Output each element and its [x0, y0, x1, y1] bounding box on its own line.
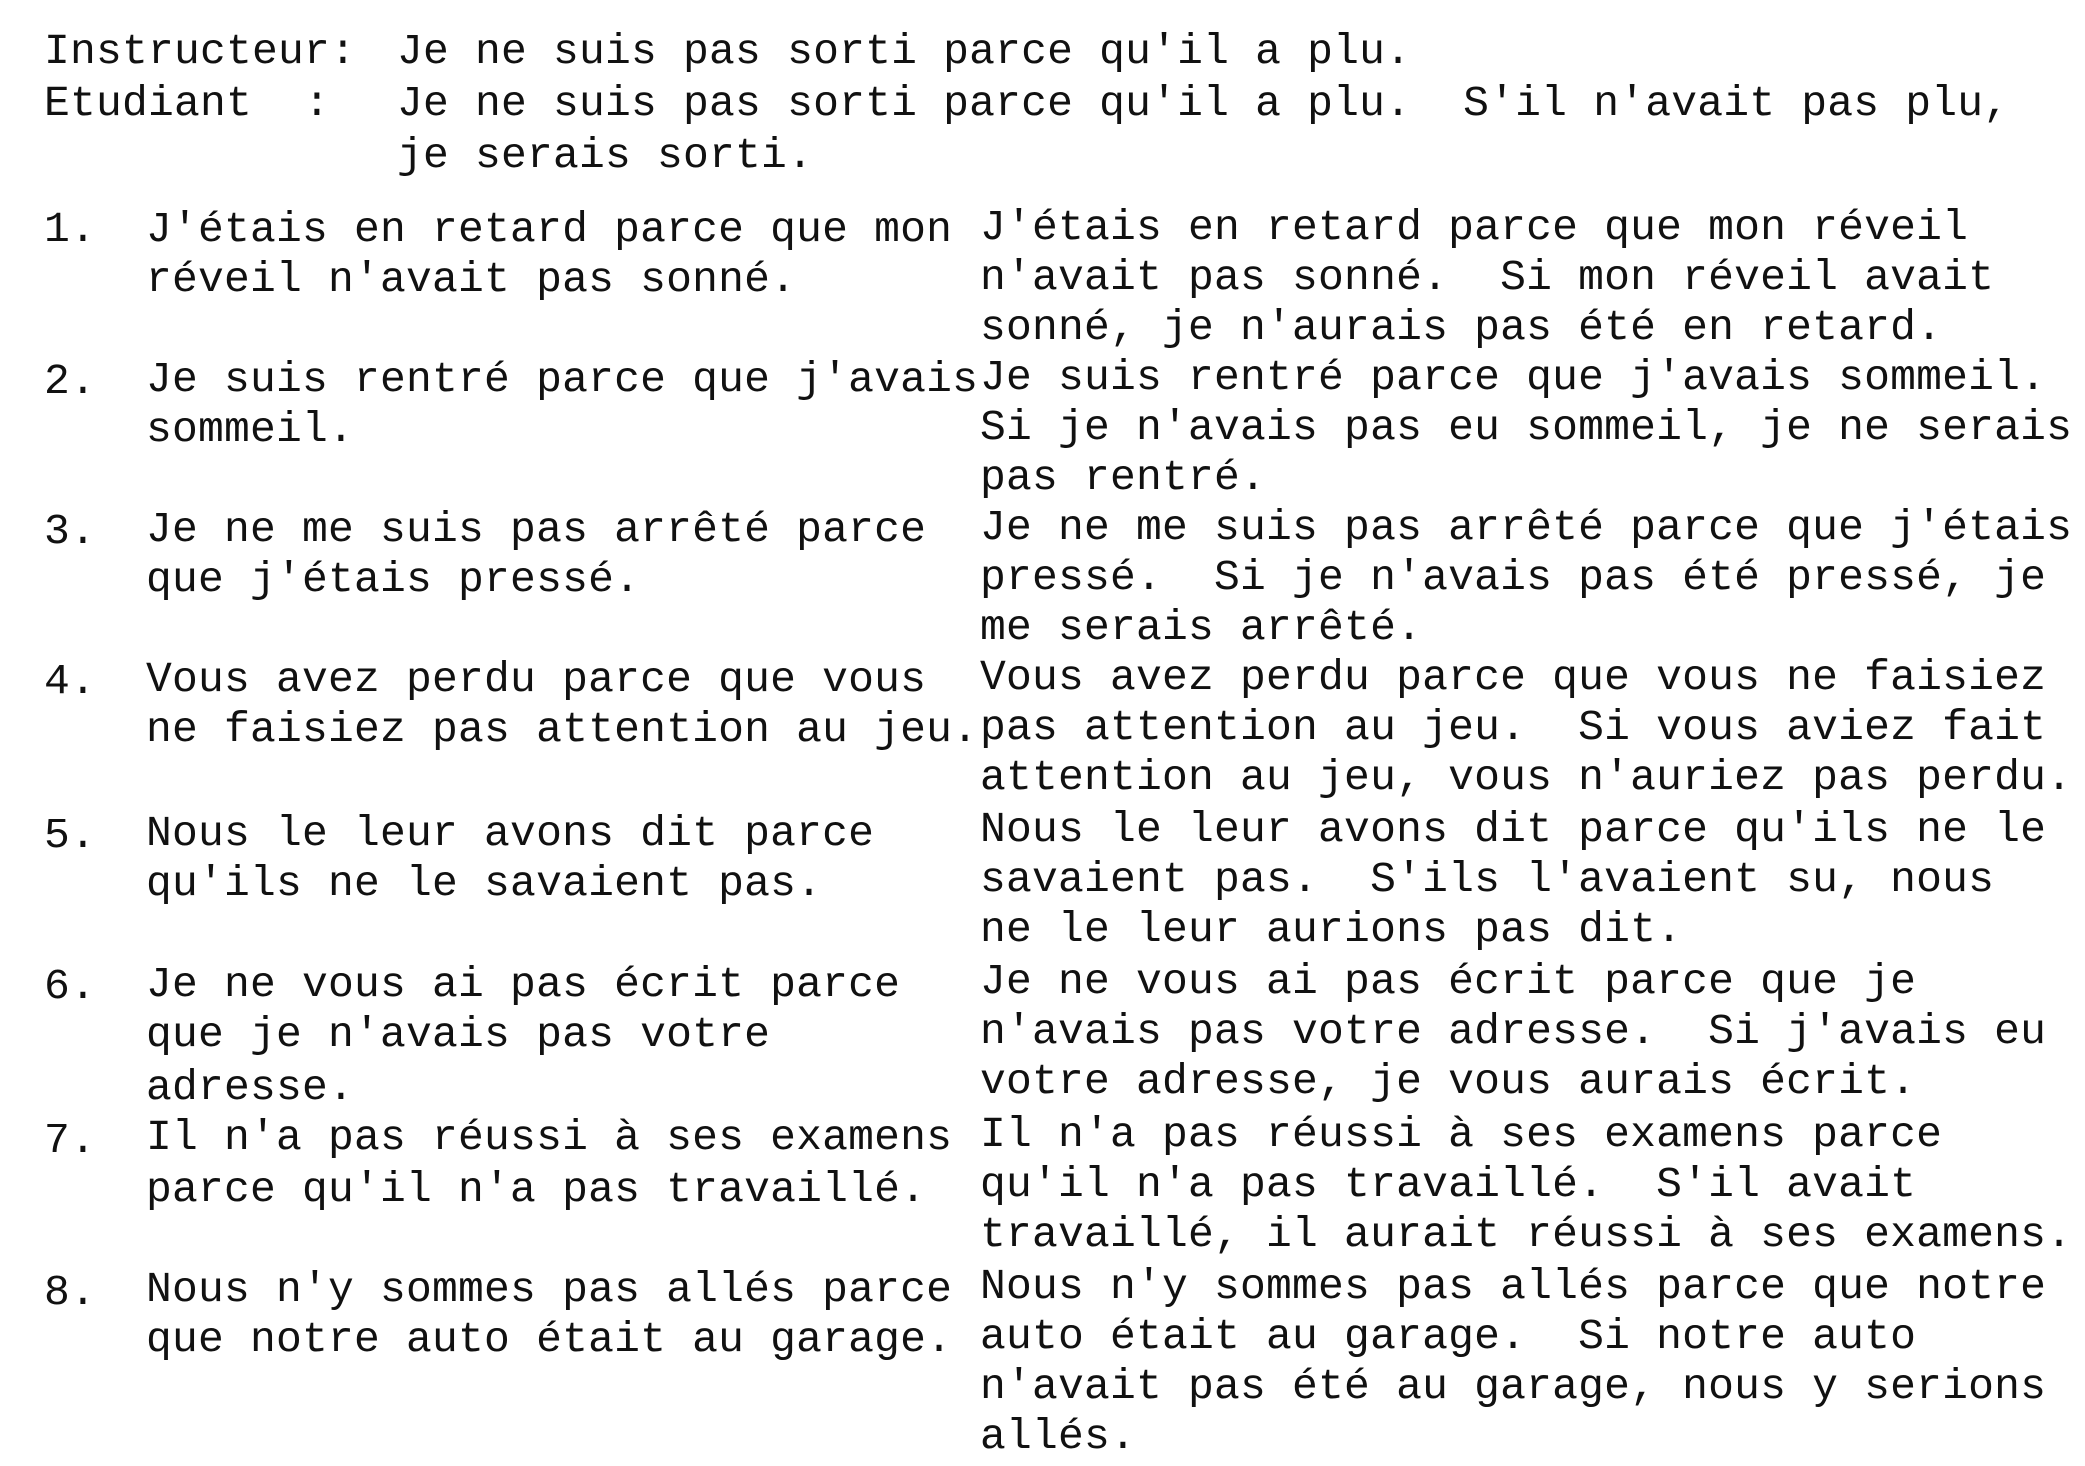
- item-prompt-line: Vous avez perdu parce que vous: [146, 655, 927, 704]
- item-number: 5.: [44, 811, 97, 860]
- item-prompt-line: que j'étais pressé.: [146, 555, 641, 604]
- item-response-line: Nous le leur avons dit parce qu'ils ne le: [980, 805, 2047, 854]
- item-prompt-line: ne faisiez pas attention au jeu.: [146, 705, 979, 754]
- item-response-line: votre adresse, je vous aurais écrit.: [980, 1057, 1917, 1106]
- item-response-line: n'avais pas votre adresse. Si j'avais eu: [980, 1007, 2047, 1056]
- item-response-line: Nous n'y sommes pas allés parce que notre: [980, 1262, 2047, 1311]
- item-number: 6.: [44, 962, 97, 1011]
- item-prompt-line: réveil n'avait pas sonné.: [146, 255, 797, 304]
- item-response-line: Il n'a pas réussi à ses examens parce: [980, 1110, 1943, 1159]
- student-text-line-1: Je ne suis pas sorti parce qu'il a plu. S'il n'avait pas plu,: [397, 79, 2010, 128]
- item-response-line: pressé. Si je n'avais pas été pressé, je: [980, 553, 2047, 602]
- item-prompt-line: J'étais en retard parce que mon: [146, 205, 953, 254]
- item-response-line: pas attention au jeu. Si vous aviez fait: [980, 703, 2047, 752]
- item-prompt-line: Nous le leur avons dit parce: [146, 809, 875, 858]
- item-response-line: sonné, je n'aurais pas été en retard.: [980, 303, 1943, 352]
- item-response-line: J'étais en retard parce que mon réveil: [980, 203, 1969, 252]
- student-text-line-2: je serais sorti.: [397, 131, 814, 180]
- item-prompt-line: qu'ils ne le savaient pas.: [146, 859, 823, 908]
- item-response-line: pas rentré.: [980, 453, 1267, 502]
- item-prompt-line: Je ne me suis pas arrêté parce: [146, 505, 927, 554]
- item-response-line: auto était au garage. Si notre auto: [980, 1312, 1917, 1361]
- item-number: 3.: [44, 507, 97, 556]
- item-response-line: Je ne vous ai pas écrit parce que je: [980, 957, 1917, 1006]
- item-number: 7.: [44, 1116, 97, 1165]
- instructor-text: Je ne suis pas sorti parce qu'il a plu.: [397, 27, 1412, 76]
- item-response-line: ne le leur aurions pas dit.: [980, 905, 1683, 954]
- item-response-line: Vous avez perdu parce que vous ne faisiez: [980, 653, 2047, 702]
- item-number: 8.: [44, 1268, 97, 1317]
- item-response-line: me serais arrêté.: [980, 603, 1423, 652]
- item-prompt-line: adresse.: [146, 1063, 355, 1112]
- item-prompt-line: Je suis rentré parce que j'avais: [146, 355, 979, 404]
- item-response-line: qu'il n'a pas travaillé. S'il avait: [980, 1160, 1917, 1209]
- item-prompt-line: Je ne vous ai pas écrit parce: [146, 960, 901, 1009]
- item-response-line: n'avait pas sonné. Si mon réveil avait: [980, 253, 1995, 302]
- item-response-line: attention au jeu, vous n'auriez pas perdu.: [980, 753, 2073, 802]
- item-response-line: allés.: [980, 1412, 1137, 1461]
- item-number: 2.: [44, 357, 97, 406]
- item-prompt-line: que je n'avais pas votre: [146, 1010, 771, 1059]
- item-response-line: travaillé, il aurait réussi à ses examens.: [980, 1210, 2073, 1259]
- student-label: Etudiant :: [44, 79, 331, 128]
- item-response-line: n'avait pas été au garage, nous y serions: [980, 1362, 2047, 1411]
- item-number: 1.: [44, 205, 97, 254]
- item-prompt-line: Il n'a pas réussi à ses examens: [146, 1113, 953, 1162]
- item-response-line: savaient pas. S'ils l'avaient su, nous: [980, 855, 1995, 904]
- item-prompt-line: sommeil.: [146, 405, 355, 454]
- item-number: 4.: [44, 657, 97, 706]
- item-response-line: Si je n'avais pas eu sommeil, je ne serais: [980, 403, 2073, 452]
- item-prompt-line: Nous n'y sommes pas allés parce: [146, 1265, 953, 1314]
- item-response-line: Je ne me suis pas arrêté parce que j'étais: [980, 503, 2073, 552]
- item-response-line: Je suis rentré parce que j'avais sommeil.: [980, 353, 2047, 402]
- item-prompt-line: que notre auto était au garage.: [146, 1315, 953, 1364]
- item-prompt-line: parce qu'il n'a pas travaillé.: [146, 1165, 927, 1214]
- instructor-label: Instructeur:: [44, 27, 357, 76]
